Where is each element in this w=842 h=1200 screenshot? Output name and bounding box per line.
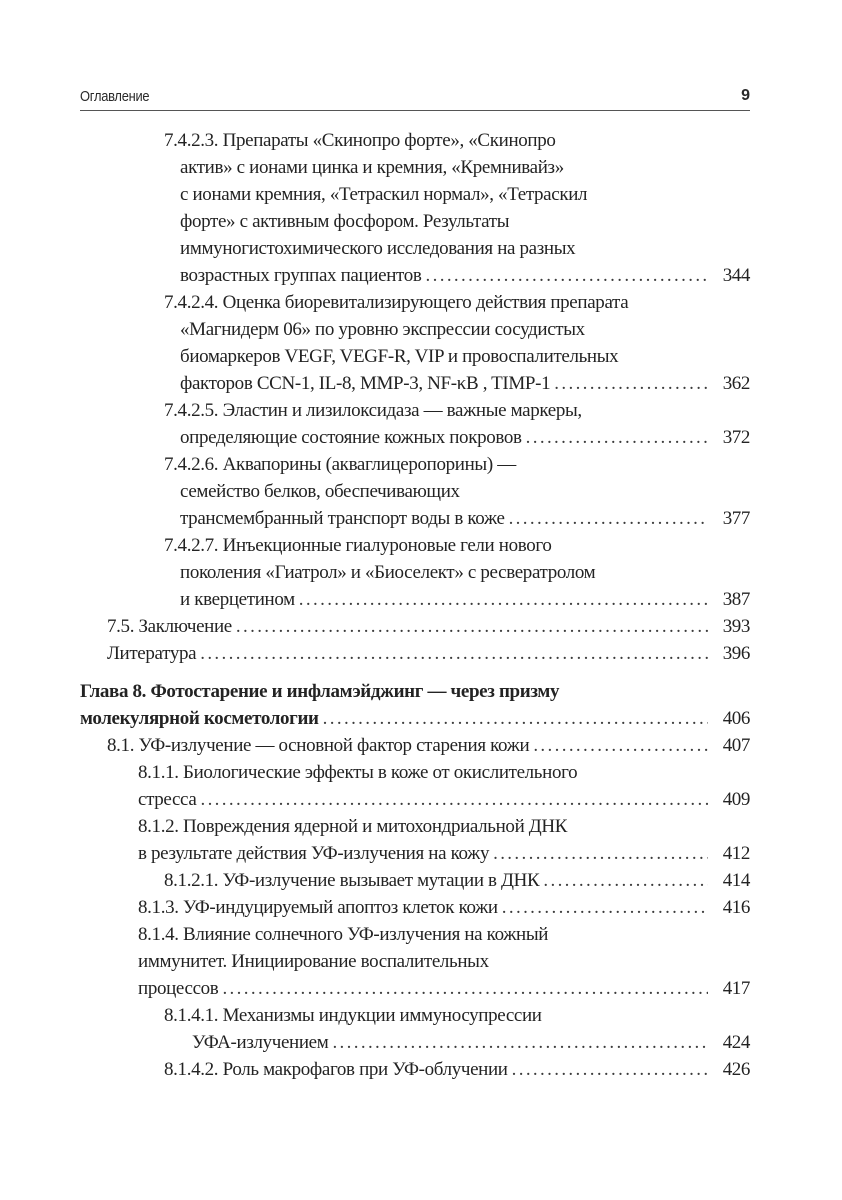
toc-page-number[interactable]: 426 — [722, 1059, 750, 1080]
toc-entry-text: 7.4.2.3. Препараты «Скинопро форте», «Скинопро — [164, 130, 556, 151]
toc-entry-text: 7.4.2.4. Оценка биоревитализирующего действия препарата — [164, 292, 629, 313]
toc-entry[interactable] — [0, 397, 842, 451]
chapter-gap — [0, 667, 842, 678]
toc-entry-text: 8.1.4.2. Роль макрофагов при УФ-облучении — [164, 1059, 508, 1080]
toc-entry-text: 8.1.2.1. УФ-излучение вызывает мутации в ДНК — [164, 870, 540, 891]
toc-page-number[interactable]: 409 — [722, 789, 750, 810]
toc-page-number[interactable]: 414 — [722, 870, 750, 891]
toc-entry-text: иммунитет. Инициирование воспалительных — [138, 951, 489, 972]
toc-page-number[interactable]: 424 — [722, 1032, 750, 1053]
toc-entry-text: иммуногистохимического исследования на разных — [180, 238, 576, 259]
toc-entry-text: поколения «Гиатрол» и «Биоселект» с ресвератролом — [180, 562, 596, 583]
toc-page-number[interactable]: 407 — [722, 735, 750, 756]
toc-page-number[interactable]: 387 — [722, 589, 750, 610]
toc-entry[interactable] — [0, 640, 842, 667]
dot-leader — [512, 1056, 708, 1083]
toc-entry-text: возрастных группах пациентов — [180, 265, 422, 286]
dot-leader — [236, 613, 708, 640]
dot-leader — [200, 786, 708, 813]
toc-entry[interactable] — [0, 813, 842, 867]
toc-entry[interactable] — [0, 289, 842, 397]
toc-page-number[interactable]: 396 — [722, 643, 750, 664]
toc-entry-text: 8.1.1. Биологические эффекты в коже от окислительного — [138, 762, 578, 783]
toc-entry[interactable] — [0, 678, 842, 732]
running-header — [80, 85, 750, 109]
toc-entry[interactable] — [0, 759, 842, 813]
toc-entry-text: в результате действия УФ-излучения на кожу — [138, 843, 490, 864]
toc-entry-text: трансмембранный транспорт воды в коже — [180, 508, 505, 529]
toc-page-number[interactable]: 412 — [722, 843, 750, 864]
toc-page-number[interactable]: 344 — [722, 265, 750, 286]
toc-entry-text: биомаркеров VEGF, VEGF-R, VIP и провоспалительных — [180, 346, 619, 367]
dot-leader — [200, 640, 708, 667]
toc-entry[interactable] — [0, 921, 842, 1002]
toc-entry-text: 8.1.4.1. Механизмы индукции иммуносупрессии — [164, 1005, 542, 1026]
toc-entry-text: 8.1. УФ-излучение — основной фактор старения кожи — [107, 735, 530, 756]
toc-entry[interactable] — [0, 732, 842, 759]
toc-entry-text: форте» с активным фосфором. Результаты — [180, 211, 510, 232]
toc-entry[interactable] — [0, 894, 842, 921]
toc-page-number[interactable]: 393 — [722, 616, 750, 637]
dot-leader — [332, 1029, 708, 1056]
toc-entry-text: 8.1.3. УФ-индуцируемый апоптоз клеток кожи — [138, 897, 498, 918]
dot-leader — [502, 894, 708, 921]
dot-leader — [533, 732, 708, 759]
dot-leader — [222, 975, 708, 1002]
toc-page-number[interactable]: 417 — [722, 978, 750, 999]
toc-entry[interactable] — [0, 532, 842, 613]
toc-entry[interactable] — [0, 613, 842, 640]
dot-leader — [299, 586, 708, 613]
toc-entry[interactable] — [0, 1056, 842, 1083]
dot-leader — [493, 840, 708, 867]
toc-entry-text: стресса — [138, 789, 197, 810]
toc-entry-text: 8.1.4. Влияние солнечного УФ-излучения на кожный — [138, 924, 549, 945]
toc-entry-text: Глава 8. Фотостарение и инфламэйджинг — через призму — [80, 681, 560, 702]
toc-entry-text: УФА-излучением — [192, 1032, 329, 1053]
toc-page-number[interactable]: 372 — [722, 427, 750, 448]
toc-entry-text: Литература — [107, 643, 197, 664]
toc-entry-text: 8.1.2. Повреждения ядерной и митохондриальной ДНК — [138, 816, 568, 837]
toc-entry-text: с ионами кремния, «Тетраскил нормал», «Тетраскил — [180, 184, 588, 205]
running-header-title: Оглавление — [80, 88, 150, 105]
toc-entry-text: «Магнидерм 06» по уровню экспрессии сосудистых — [180, 319, 585, 340]
dot-leader — [543, 867, 708, 894]
toc-entry-text: 7.5. Заключение — [107, 616, 232, 637]
toc-entry-text: актив» с ионами цинка и кремния, «Кремнивайз» — [180, 157, 564, 178]
toc-entry-text: 7.4.2.5. Эластин и лизилоксидаза — важные маркеры, — [164, 400, 582, 421]
toc-entry-text: и кверцетином — [180, 589, 295, 610]
toc-page-number[interactable]: 377 — [722, 508, 750, 529]
toc-entry-text: 7.4.2.7. Инъекционные гиалуроновые гели нового — [164, 535, 552, 556]
toc-entry-text: 7.4.2.6. Аквапорины (акваглицеропорины) — — [164, 454, 516, 475]
toc-entry-text: процессов — [138, 978, 219, 999]
toc-entry[interactable] — [0, 127, 842, 289]
toc-entry[interactable] — [0, 451, 842, 532]
toc-page-number[interactable]: 362 — [722, 373, 750, 394]
dot-leader — [554, 370, 708, 397]
toc-entry[interactable] — [0, 867, 842, 894]
page-number: 9 — [741, 87, 750, 104]
toc-page-number[interactable]: 416 — [722, 897, 750, 918]
dot-leader — [509, 505, 708, 532]
toc-page-number[interactable]: 406 — [722, 708, 750, 729]
toc-entry[interactable] — [0, 1002, 842, 1056]
toc-entry-text: семейство белков, обеспечивающих — [180, 481, 460, 502]
table-of-contents — [0, 127, 842, 1083]
dot-leader — [323, 705, 708, 732]
dot-leader — [526, 424, 708, 451]
dot-leader — [426, 262, 708, 289]
toc-entry-text: молекулярной косметологии — [80, 708, 319, 729]
toc-entry-text: факторов CCN-1, IL-8, MMP-3, NF-κB , TIMP-1 — [180, 373, 551, 394]
header-rule — [80, 110, 750, 111]
toc-entry-text: определяющие состояние кожных покровов — [180, 427, 522, 448]
